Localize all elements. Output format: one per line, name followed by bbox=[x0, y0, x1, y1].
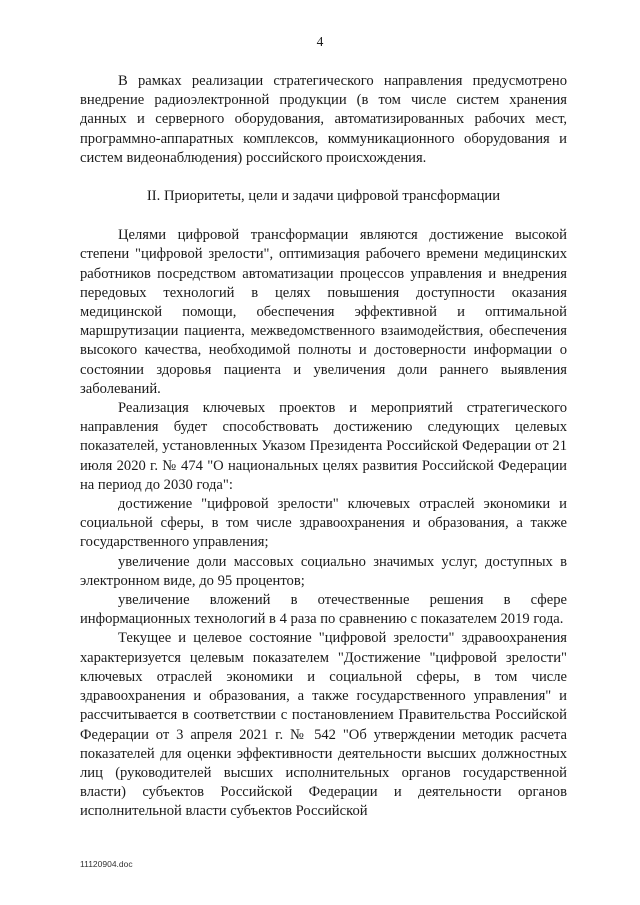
paragraph-implementation: Реализация ключевых проектов и мероприятий стратегического направления будет способствовать достижению следующих целевых показателей, установленных Указом Президента Российской Федерации от 21 июля 2020 г. № 474 "О национальных целях развития Российской Федерации на период до 2030 года": bbox=[80, 400, 567, 493]
paragraph-target-digital-maturity: достижение "цифровой зрелости" ключевых отраслей экономики и социальной сферы, в том числе здравоохранения и образования, а также государственного управления; bbox=[80, 496, 567, 551]
paragraph-target-services: увеличение доли массовых социально значимых услуг, доступных в электронном виде, до 95 процентов; bbox=[80, 553, 567, 589]
paragraph-goals: Целями цифровой трансформации являются достижение высокой степени "цифровой зрелости", оптимизация рабочего времени медицинских работников посредством автоматизации процессов управления и внедрения передовых технологий в целях повышения доступности оказания медицинской помощи, обеспечения эффективной и оптимальной маршрутизации пациента, межведомственного взаимодействия, обеспечения высокого качества, необходимой полноты и достоверности информации о состоянии здоровья пациента и увеличения доли раннего выявления заболеваний. bbox=[80, 227, 567, 397]
section-heading: II. Приоритеты, цели и задачи цифровой трансформации bbox=[146, 188, 501, 205]
page-number: 4 bbox=[316, 34, 324, 49]
document-file-code: 11120904.doc bbox=[80, 859, 133, 869]
paragraph-target-investments: увеличение вложений в отечественные решения в сфере информационных технологий в 4 раза по сравнению с показателем 2019 года. bbox=[80, 592, 567, 628]
paragraph-strategic-direction: В рамках реализации стратегического направления предусмотрено внедрение радиоэлектронной продукции (в том числе систем хранения данных и серверного оборудования, автоматизированных рабочих мест, программно-аппаратных комплексов, коммуникационного оборудования и систем видеонаблюдения) российского происхождения. bbox=[80, 73, 567, 166]
document-body bbox=[80, 72, 567, 822]
paragraph-current-state: Текущее и целевое состояние "цифровой зрелости" здравоохранения характеризуется целевым показателем "Достижение "цифровой зрелости" ключевых отраслей экономики и социальной сферы, в том числе здравоохранения и образования, а также государственного управления" и рассчитывается в соответствии с постановлением Правительства Российской Федерации от 3 апреля 2021 г. № 542 "Об утверждении методик расчета показателей для оценки эффективности деятельности высших должностных лиц (руководителей высших исполнительных органов государственной власти) субъектов Российской Федерации и деятельности органов исполнительной власти субъектов Российской bbox=[80, 630, 567, 820]
